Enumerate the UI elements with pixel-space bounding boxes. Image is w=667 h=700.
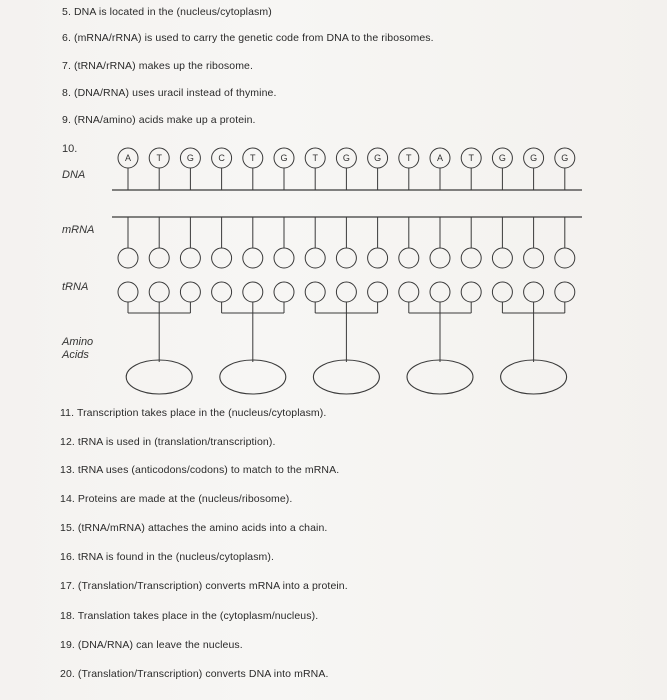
dna-base-letter: T [468,153,474,164]
trna-base-circle [336,282,356,302]
mrna-base-circle [492,248,512,268]
mrna-strand [112,217,582,268]
mrna-base-circle [274,248,294,268]
mrna-base-circle [336,248,356,268]
trna-base-circle [492,282,512,302]
mrna-base-circle [180,248,200,268]
mrna-base-circle [305,248,325,268]
mrna-base-circle [243,248,263,268]
question-18: 18. Translation takes place in the (cytoplasm/nucleus). [60,610,319,622]
dna-base-letter: A [124,153,132,164]
amino-acid-oval [313,360,379,394]
trna-base-circle [368,282,388,302]
question-16: 16. tRNA is found in the (nucleus/cytoplasm). [60,551,275,563]
trna-base-circle [180,282,200,302]
dna-base-letter: T [406,153,412,164]
trna-base-circle [399,282,419,302]
amino-acid-oval [220,360,286,394]
question-10-number: 10. [62,143,78,155]
mrna-base-circle [461,248,481,268]
question-7: 7. (tRNA/rRNA) makes up the ribosome. [62,60,254,72]
dna-base-letter: A [436,153,444,164]
trna-base-circle [430,282,450,302]
question-19: 19. (DNA/RNA) can leave the nucleus. [60,639,243,651]
dna-base-letter: G [498,153,506,164]
trna-base-circle [274,282,294,302]
mrna-base-circle [368,248,388,268]
question-8: 8. (DNA/RNA) uses uracil instead of thymine. [62,87,277,99]
mrna-base-circle [149,248,169,268]
mrna-base-circle [118,248,138,268]
question-6: 6. (mRNA/rRNA) is used to carry the genetic code from DNA to the ribosomes. [62,32,434,44]
mrna-base-circle [212,248,232,268]
mrna-base-circle [555,248,575,268]
dna-base-letter: G [561,153,569,164]
question-11: 11. Transcription takes place in the (nucleus/cytoplasm). [60,407,327,419]
dna-row-label: DNA [62,169,86,181]
trna-base-circle [149,282,169,302]
question-9: 9. (RNA/amino) acids make up a protein. [62,114,256,126]
amino-acid-chain [126,313,566,394]
question-13: 13. tRNA uses (anticodons/codons) to match to the mRNA. [60,464,340,476]
amino-acid-oval [126,360,192,394]
dna-base-letter: T [156,153,162,164]
mrna-base-circle [524,248,544,268]
question-20: 20. (Translation/Transcription) converts DNA into mRNA. [60,668,329,680]
question-15: 15. (tRNA/mRNA) attaches the amino acids into a chain. [60,522,328,534]
trna-base-circle [555,282,575,302]
dna-strand [112,148,582,190]
dna-base-letter: G [186,153,194,164]
trna-base-circle [524,282,544,302]
question-12: 12. tRNA is used in (translation/transcription). [60,436,276,448]
mrna-row-label: mRNA [62,224,95,236]
mrna-base-circle [430,248,450,268]
dna-base-letter: G [280,153,288,164]
dna-base-letter: T [312,153,318,164]
dna-base-letter: G [530,153,538,164]
dna-base-letter: T [250,153,256,164]
dna-base-letter: G [374,153,382,164]
trna-base-circle [212,282,232,302]
amino-acid-oval [407,360,473,394]
question-17: 17. (Translation/Transcription) converts mRNA into a protein. [60,580,348,592]
amino-acid-oval [501,360,567,394]
dna-base-letter: G [342,153,350,164]
question-14: 14. Proteins are made at the (nucleus/ribosome). [60,493,293,505]
amino-acids-row-label: Amino Acids [62,336,94,361]
trna-base-circle [243,282,263,302]
trna-base-circle [305,282,325,302]
trna-row-label: tRNA [62,281,89,293]
mrna-base-circle [399,248,419,268]
trna-strand [118,282,575,313]
trna-base-circle [461,282,481,302]
question-5: 5. DNA is located in the (nucleus/cytoplasm) [62,6,272,18]
trna-base-circle [118,282,138,302]
dna-base-letter: C [218,153,225,164]
